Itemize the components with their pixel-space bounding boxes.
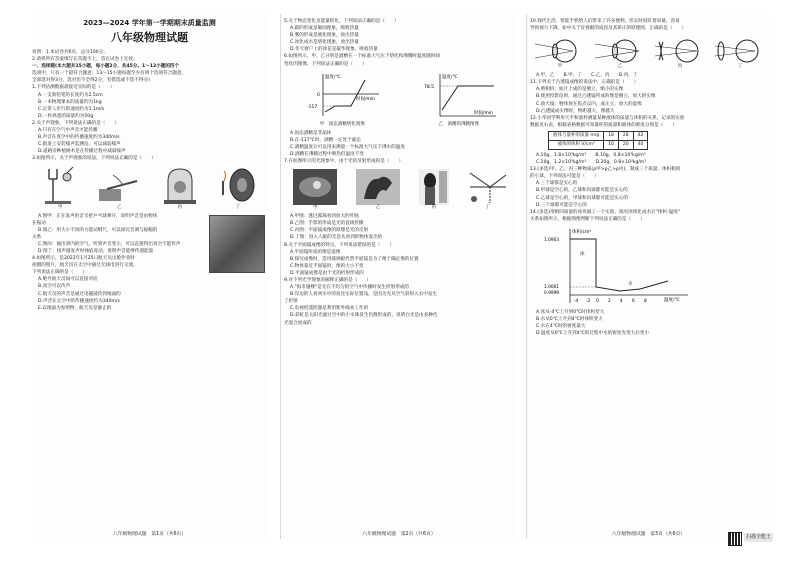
text-line: B.声音在真空中的传播速度约为340m/s xyxy=(38,135,120,141)
melting-y-label: 温度/℃ xyxy=(325,74,341,80)
figure-jia: 甲 xyxy=(293,169,337,211)
ice-label: 冰 xyxy=(580,251,585,257)
q6-charts xyxy=(284,70,517,128)
text-line: A.照相机：底片上成的是倒立、缩小的实像 xyxy=(536,87,624,93)
text-line: B.使用投影仪时，通过凸透镜所成的像是倒立、放大的实像 xyxy=(536,94,656,100)
figure-ding: 丁 xyxy=(715,38,765,70)
text-line: 1.下列估测数据最接近实际的是（ ） xyxy=(32,85,115,91)
q7-figures xyxy=(284,167,517,211)
instructions-and-q1-3 xyxy=(32,49,267,163)
text-line: D.彩虹是太阳光通过空中的小水珠发生色散形成的，说明白光是由多种色 xyxy=(290,313,438,319)
text-line: A.舱外航天员间可以直接对话 xyxy=(38,277,98,283)
text-line: C.20g，1.2×10³kg/m³ D.20g，0.8×10³kg/m³ xyxy=(536,160,647,166)
text-line: 8.关于平面镜成像的特点，下列说法错误的是（ ） xyxy=(284,242,395,248)
text-line: 9.对下列光学现象的解释正确的是（ ） xyxy=(284,277,372,283)
text-line: A.三个球都是实心的 xyxy=(536,181,578,187)
text-line: 一、选择题(本大题共15小题，每小题2分，共45分。1～12小题的四个 xyxy=(32,64,180,70)
water-label: 水 xyxy=(628,281,633,287)
boiling-x-label: 时间/min xyxy=(473,110,493,116)
text-line: D.冬天窗户上的冰花是凝华现象，吸收热量 xyxy=(290,47,378,53)
melting-zero: 0 xyxy=(317,92,321,98)
text-line: C.图丙：抽出罩内的空气，听到声音变小，可以直接得出真空不能传声 xyxy=(38,241,181,247)
text-line: 全部选对得3分，选对但不全得2分，有错选或不选不得分) xyxy=(32,78,150,84)
figure-yi: 乙 xyxy=(356,169,400,211)
page-title: 八年级物理试题 xyxy=(111,31,188,44)
q14-options xyxy=(530,309,770,337)
text-line: 导致视力下降。如中关于近视眼的成因及其矫正的原理图，正确的是（ ） xyxy=(530,26,687,32)
q10-options-q11-q12 xyxy=(530,72,770,129)
x-tick: 2 xyxy=(608,298,611,304)
text-line: B.雾的形成是液化现象，放出热量 xyxy=(290,33,359,39)
figure-jia: 甲 xyxy=(535,38,585,70)
text-line: A.图甲：正在发声的音叉把乒乓球弹开，说明声音是由物体 xyxy=(38,213,158,219)
mirror-girl-icon xyxy=(419,169,449,205)
text-line: D.平面镜成像是由于光的折射形成的 xyxy=(290,270,364,276)
y-tick: 0.9999 xyxy=(544,290,560,296)
q5-q6 xyxy=(284,18,517,68)
text-line: C.酒精温度计可以用来测量一个标准大气压下沸水的温度 xyxy=(290,144,405,150)
y-tick: 1.0903 xyxy=(544,237,560,243)
melting-x-label: 时间/min xyxy=(356,96,376,102)
text-line: E.以地面为参照物，航天员是静止的 xyxy=(38,305,112,311)
hand-shadow-icon xyxy=(356,169,400,205)
melting-chart: 温度/℃ 时间/min -117 0 甲 固态酒精熔化图像 xyxy=(307,74,376,127)
text-line: C.正常人步行的速度约为1.1m/s xyxy=(38,106,105,112)
text-line: 4.如图所示，是2022年1月25日航天员出舱作业时 xyxy=(32,256,135,262)
text-line: 12.小华同学利用天平和量杯测量某种液体的质量与体积的关系，记录的实验 xyxy=(530,115,685,121)
figure-yi: 乙 xyxy=(99,167,139,211)
text-line: 了折射 xyxy=(284,299,298,305)
figure-jia: 甲 xyxy=(43,167,77,211)
text-line: A.霜的形成是凝固现象，吸收热量 xyxy=(290,26,359,32)
q14-volume-temp-chart xyxy=(530,225,770,307)
text-line: D.三个球都可能是空心的 xyxy=(536,202,587,208)
text-line: C.电视机遥控器是利用紫外线来工作的 xyxy=(290,306,369,312)
text-line: A.平面镜所成的像是虚像 xyxy=(290,249,341,255)
eye-lens-diagram-icon xyxy=(655,38,705,64)
text-line: D.丁图：进入人眼的光是从看到的物体发出的 xyxy=(290,235,383,241)
text-line: B.真空可以传声 xyxy=(38,284,71,290)
text-line: C.物体靠近平面镜时，像的大小不变 xyxy=(290,263,364,269)
text-line: 关系如图所示，根据图像判断下列说法正确的是（ ） xyxy=(530,216,645,222)
text-line: D.图丁：扬声器发声时烛焰晃动，说明声音能够传递能量 xyxy=(38,248,154,254)
melting-tick: -117 xyxy=(307,104,318,110)
speaker-icon xyxy=(220,167,256,205)
text-line: B.在-117℃时，酒精一定处于液态 xyxy=(290,137,361,143)
text-line: 光混合而成的 xyxy=(284,320,312,326)
boiling-tick: 78.5 xyxy=(423,84,434,90)
page-footer: 八年级物理试题 第2页（共6页） xyxy=(362,532,436,537)
text-line: B.岸边的人看到水中的鱼比实际位置浅，是因为光从空气斜射入水中发生 xyxy=(290,292,438,298)
text-line: 说明：1.本试卷共6页，总分100分。 xyxy=(32,50,108,55)
text-line: B.乙图：手影的形成是光的直线传播 xyxy=(290,221,364,227)
q10 xyxy=(530,18,770,32)
text-line: 10.现代生活，智能手机给人们带来了许多便利，但长时间盯着屏幕，容易 xyxy=(530,19,680,24)
text-line: B.水从0℃上升到4℃时体积变大 xyxy=(536,316,603,322)
text-line: A.甲、乙 B.甲、丁 C.乙、丙 D.丙、丁 xyxy=(536,73,638,79)
text-line: 14.(多选)用相同质量的冰块做了一个实验，探究冰熔化成水后"体积-温度" xyxy=(530,209,680,215)
page-footer: 八年级物理试题 第3页（共6页） xyxy=(611,532,686,537)
eye-lens-diagram-icon xyxy=(715,38,765,64)
text-line: B.一本物理课本的质量约为1kg xyxy=(38,99,102,105)
figure-yi: 乙 xyxy=(595,38,645,70)
text-line: 选项中，只有一个最符合题意；13～15小题每题至少有两个选项符合题意， xyxy=(32,71,187,77)
text-line: C.航天员的声音是通过电磁波传到地面的 xyxy=(38,291,121,297)
text-line: 变化的图像，下列说法正确的是（ ） xyxy=(284,61,367,67)
text-line: 11.下列关于凸透镜成像的说法中，正确的是（ ） xyxy=(530,80,639,86)
figure-ding: 丁 xyxy=(220,167,256,211)
text-line: D.道路旁种植树木是在传播过程中减弱噪声 xyxy=(38,149,126,155)
text-line: C.冰化成水是熔化现象，放出热量 xyxy=(290,40,359,46)
text-line: C.街道上安装噪声监测仪，可以减弱噪声 xyxy=(38,142,121,148)
text-line: A.一支新铅笔的长度约为2.5cm xyxy=(38,92,103,98)
q6-options-q7 xyxy=(284,130,517,165)
x-tick: -4 xyxy=(574,298,579,304)
text-line: 2.请将所有答案填写在答题卡上，答在试卷上无效。 xyxy=(32,57,138,63)
text-line: A.甲图：透过露珠看到放大的叶脉 xyxy=(290,214,359,220)
text-line: D.凸透镜成实像时，物距越大，像越大 xyxy=(536,108,615,114)
eye-diagram-icon xyxy=(535,38,585,64)
text-line: A."海市蜃楼"是光在不均匀的空气中传播时发生折射形成的 xyxy=(290,285,410,291)
text-line: 6.如图所示，甲、乙分别是酒精在一个标准大气压下熔化和沸腾时温度随时间 xyxy=(284,54,440,60)
text-line: B.图乙：用大小不同的力拨动钢尺，可以探究音调与振幅的 xyxy=(38,227,158,233)
x-tick: 6 xyxy=(632,298,635,304)
boiling-y-label: 温度/℃ xyxy=(441,74,458,80)
eye-diagram-icon xyxy=(595,38,645,64)
text-line: B.甲球是空心的，乙球和丙球都可能是实心的 xyxy=(536,188,628,194)
y-tick: 1.0001 xyxy=(544,284,560,290)
page-1 xyxy=(32,14,267,539)
q10-eye-figures xyxy=(530,34,770,70)
x-tick: 4 xyxy=(620,298,623,304)
light-ray-icon xyxy=(468,169,508,205)
figure-bing: 丙 xyxy=(419,169,449,211)
page-footer: 八年级物理试题 第1页（共6页） xyxy=(112,532,187,537)
q12-data-table: 液体与量杯的质量 m/g 18 28 42 液体的体积 V/cm³ 10 20 40 xyxy=(548,131,648,150)
page-2 xyxy=(280,14,517,539)
boiling-chart: 温度/℃ 时间/min 78.5 乙 酒精的沸腾图像 xyxy=(423,74,493,127)
text-line: 关系 xyxy=(32,234,42,240)
text-line: D.酒精在沸腾过程中吸热但温度不变 xyxy=(290,151,364,157)
q3-figures xyxy=(32,165,267,211)
x-tick: 8 xyxy=(644,298,647,304)
text-line: 拍摄的照片，航天员在太空中通过无线电进行交流， xyxy=(32,263,138,269)
text-line: C.乙球是空心的，甲球和丙球都可能是实心的 xyxy=(536,195,628,201)
text-line: 5.关于物态变化及能量转化，下列说法正确的是（ ） xyxy=(284,19,399,24)
text-line: C.水在4℃时的密度最大 xyxy=(536,324,586,330)
page-3 xyxy=(526,14,770,539)
text-line: 数据见右表，根据表格数据可知量杯的质量和液体的密度分别是（ ） xyxy=(530,122,678,128)
figure-bing: 丙 xyxy=(655,38,705,70)
text-line: A.固态酒精是非晶体 xyxy=(290,130,332,136)
text-line: C.丙图：平面镜成像的原理是光的反射 xyxy=(290,228,369,234)
text-line: 7.在如图所示的光现象中，由于光的反射形成的是（ ） xyxy=(284,159,404,165)
text-line: 下列说法正确的是（ ） xyxy=(32,270,88,276)
leaf-photo-icon xyxy=(293,169,337,205)
q4-photo xyxy=(209,215,265,273)
q12-options-q13-q14 xyxy=(530,152,770,223)
text-line: A.冰从-4℃上升到0℃时体积变大 xyxy=(536,309,605,315)
text-line: 2.关于声现象，下列说法正确的是（ ） xyxy=(32,120,120,126)
text-line: 13.(多选)甲、乙、丙三种物质(ρ甲>ρ乙>ρ丙)，制成三个质量、体积相同 xyxy=(530,167,681,173)
figure-bing: 丙 xyxy=(162,167,198,211)
text-line: 3.如图所示，关于声现象的说法，下列说法正确的是（ ） xyxy=(32,156,156,162)
text-line: D.一枚鸡蛋的质量约为50g xyxy=(38,113,94,119)
ruler-icon xyxy=(99,167,139,205)
text-line: D.声音在太空中的传播速度约为340m/s xyxy=(38,298,120,304)
x-tick: 0 xyxy=(596,298,599,304)
chart-y-label: 体积/cm³ xyxy=(572,229,592,235)
q7-options-q8-q9 xyxy=(284,213,517,327)
text-line: 在振动 xyxy=(32,220,46,226)
text-line: A.只有在空气中声音才能传播 xyxy=(38,128,98,134)
chart-x-label: 温度/℃ xyxy=(664,297,680,303)
scanner-watermark: 扫描全能王 xyxy=(746,534,772,540)
text-line: B.探究成像时，选用玻璃板代替平面镜是为了便于确定像的位置 xyxy=(290,256,419,262)
bell-jar-icon xyxy=(162,167,198,205)
tuning-fork-icon xyxy=(43,167,77,205)
text-line: C.放大镜：物体放在焦点以内，成正立、放大的虚像 xyxy=(536,101,642,107)
text-line: 的小球，下列说法可能是（ ） xyxy=(530,174,599,180)
text-line: D.温度从0℃上升到4℃的过程中水的密度先变大后变小 xyxy=(536,331,650,337)
x-tick: -2 xyxy=(586,298,591,304)
exam-year: 2023—2024 学年第一学期期末质量监测 xyxy=(83,19,216,27)
qr-code-icon xyxy=(728,532,742,546)
figure-ding: 丁 xyxy=(468,169,508,211)
text-line: A.10g，1.8×10³kg/m³ B.10g，0.8×10³kg/m³ xyxy=(536,152,646,158)
